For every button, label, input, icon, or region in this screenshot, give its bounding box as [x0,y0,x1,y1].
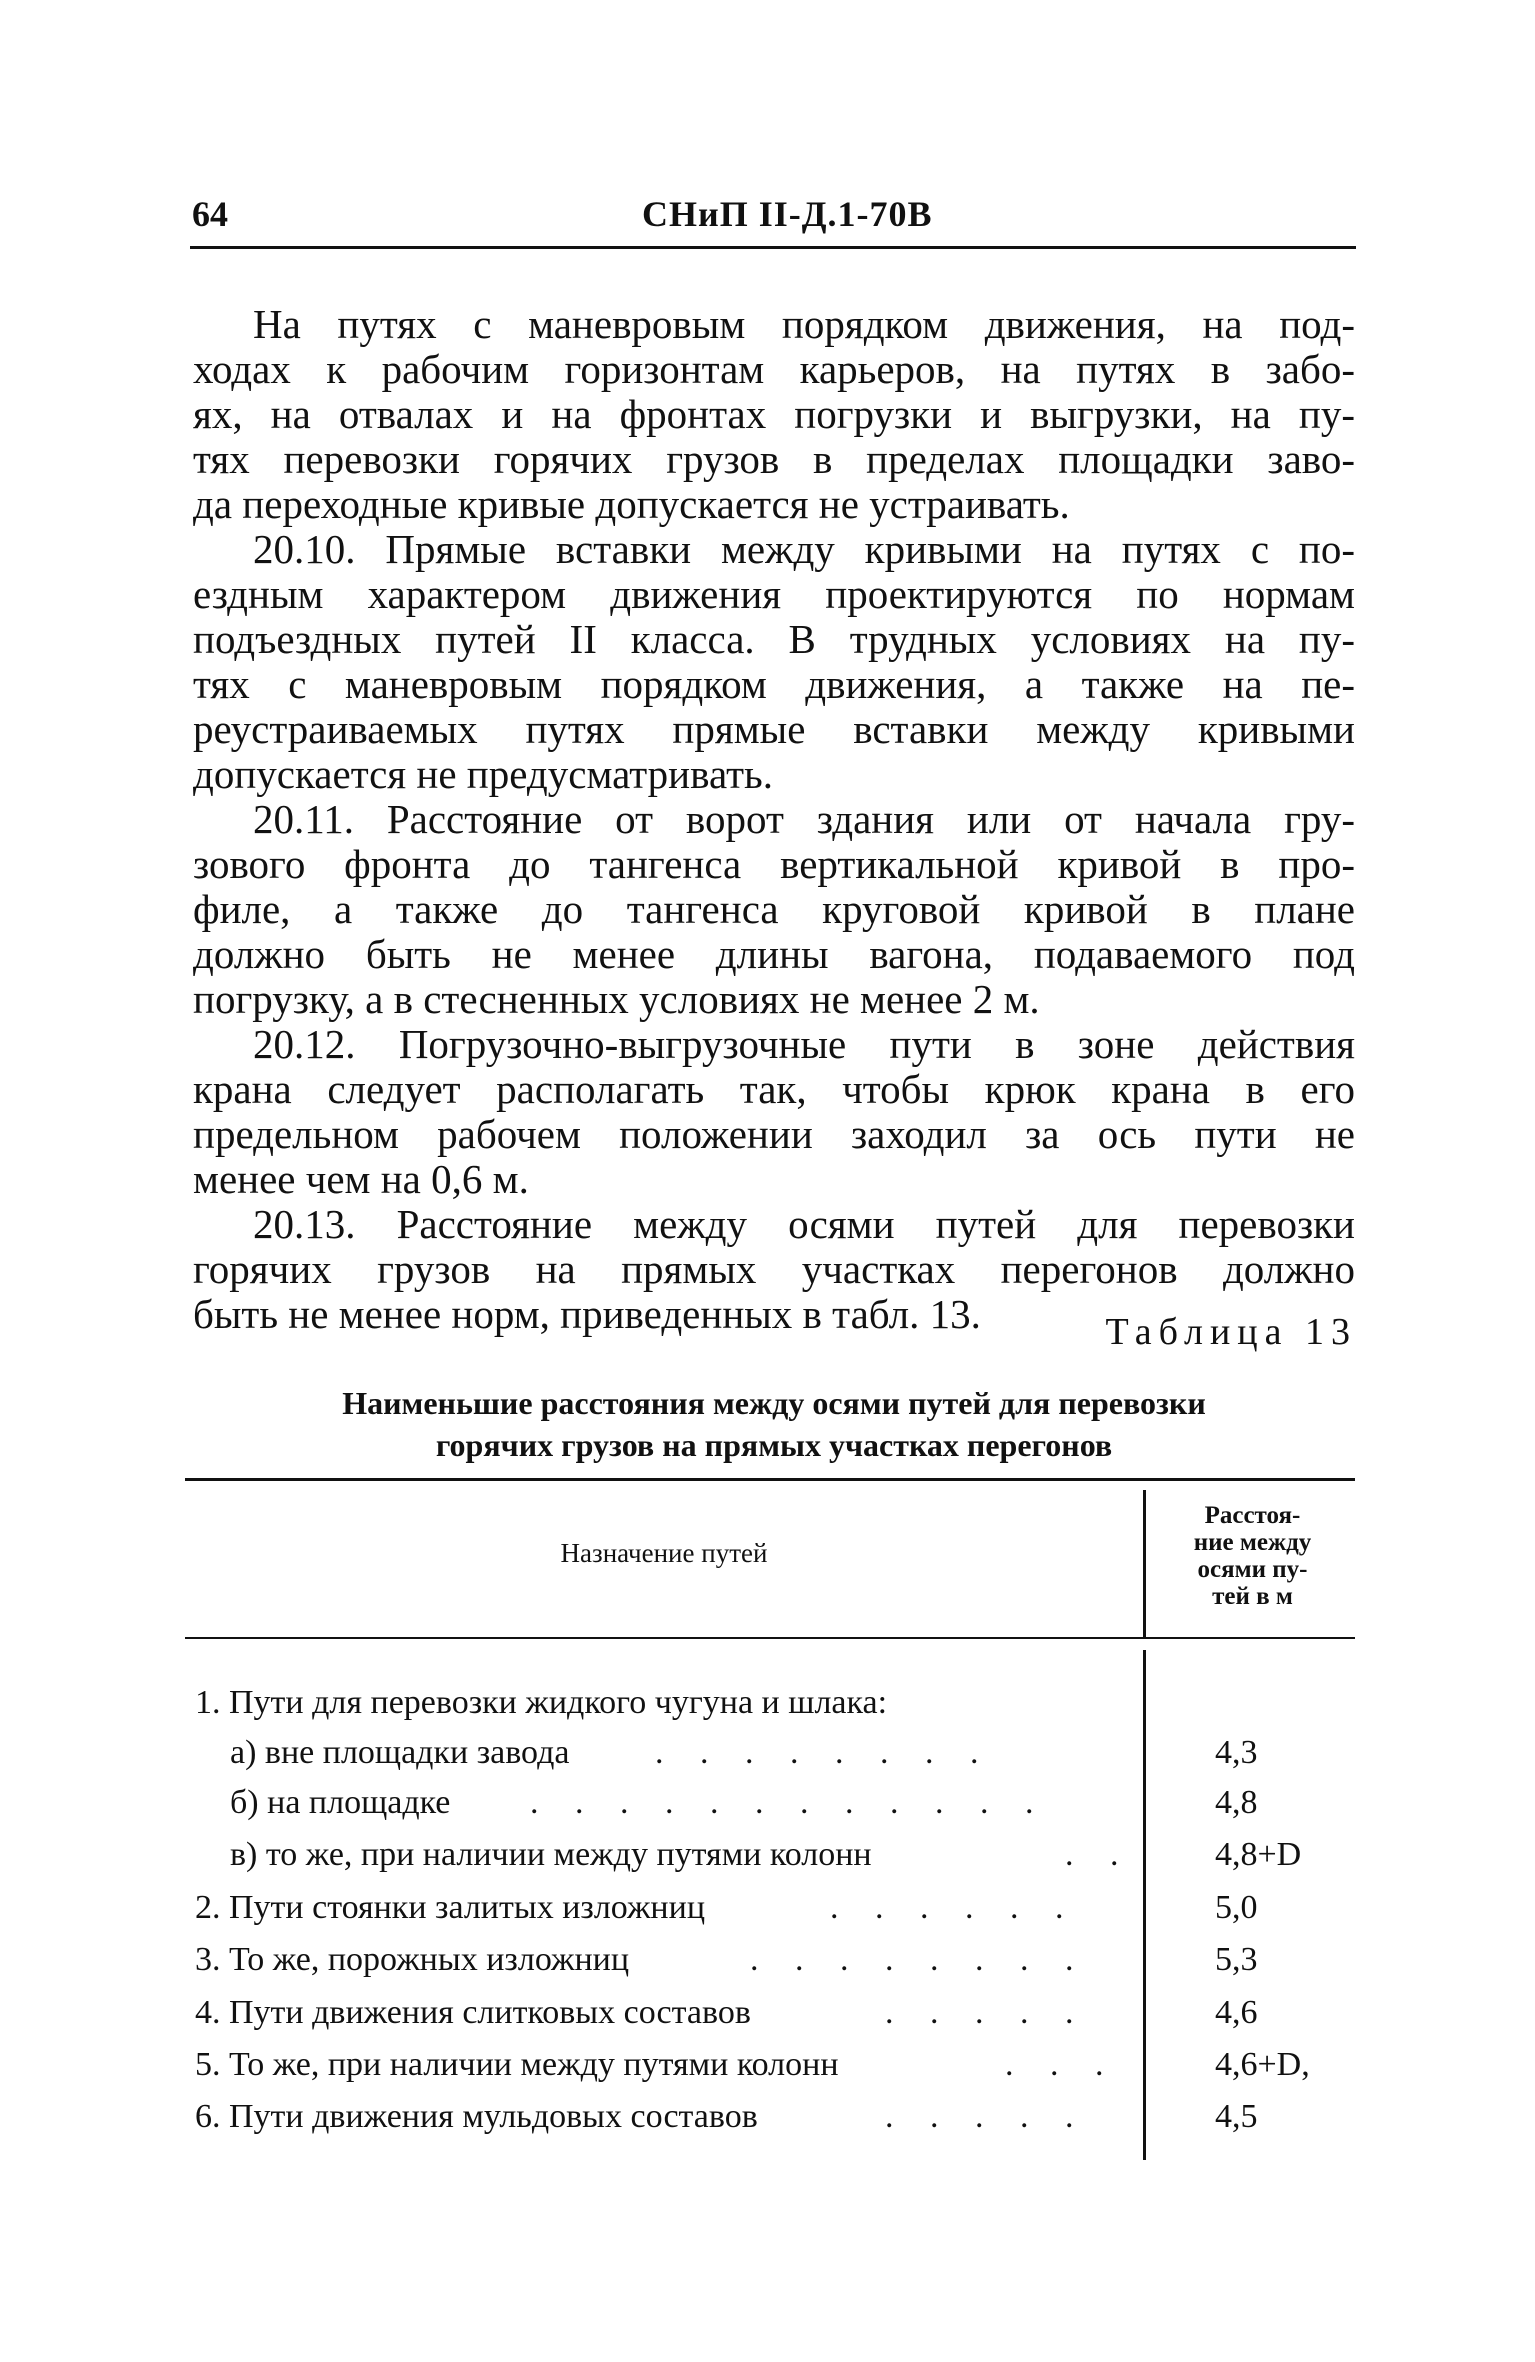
text-line: тях с маневровым порядком движения, а также на пе- [193,661,1355,707]
row-leader-dots: . . . . . . . . [655,1734,993,1771]
row-label: 3. То же, порожных изложниц [195,1941,630,1978]
text-line: быть не менее норм, приведенных в табл. 13. [193,1291,981,1337]
table-row [185,1678,1355,1728]
column-header-purpose: Назначение путей [560,1538,768,1568]
table-title [193,1382,1355,1466]
text-line: 20.10. Прямые вставки между кривыми на путях с по- [253,526,1355,572]
row-value: 4,8+D [1215,1836,1302,1873]
column-header-distance [1150,1502,1355,1610]
text-line: ходах к рабочим горизонтам карьеров, на путях в забо- [193,346,1355,392]
table-row [185,2092,1355,2142]
row-value: 4,3 [1215,1734,1258,1771]
row-label: 4. Пути движения слитковых составов [195,1994,751,2031]
text-line: горячих грузов на прямых участках перегонов должно [193,1246,1355,1292]
text-line: тях перевозки горячих грузов в пределах площадки заво- [193,436,1355,482]
row-leader-dots: . . . [1005,2046,1118,2083]
table-row [185,1830,1355,1880]
row-value: 4,6+D, [1215,2046,1310,2083]
table-title-line: горячих грузов на прямых участках перегонов [435,1427,1113,1463]
text-line: предельном рабочем положении заходил за ось пути не [193,1111,1355,1157]
row-leader-dots: . . . . . . . . [750,1941,1088,1978]
text-line: ездным характером движения проектируются по нормам [193,571,1355,617]
row-leader-dots: . . . . . [885,2098,1088,2135]
text-line: ях, на отвалах и на фронтах погрузки и выгрузки, на пу- [193,391,1355,437]
row-leader-dots: . . . . . [885,1994,1088,2031]
text-line: 20.11. Расстояние от ворот здания или от начала гру- [253,796,1355,842]
row-leader-dots: . . . . . . . . . . . . [530,1784,1048,1821]
row-value: 5,3 [1215,1941,1258,1978]
text-line: менее чем на 0,6 м. [193,1156,529,1202]
column-header-line: ние между [1193,1529,1312,1556]
text-line: должно быть не менее длины вагона, подаваемого под [193,931,1355,977]
table-row [185,1728,1355,1778]
text-line: реустраиваемых путях прямые вставки между кривыми [193,706,1355,752]
table-row [185,2040,1355,2090]
row-value: 4,6 [1215,1994,1258,2031]
row-value: 5,0 [1215,1889,1258,1926]
text-line: погрузку, а в стесненных условиях не менее 2 м. [193,976,1040,1022]
text-line: 20.13. Расстояние между осями путей для перевозки [253,1201,1355,1247]
row-label: в) то же, при наличии между путями колонн [230,1836,872,1873]
page-number: 64 [192,194,228,234]
text-line: зового фронта до тангенса вертикальной кривой в про- [193,841,1355,887]
row-label: а) вне площадки завода [230,1734,570,1771]
text-line: 20.12. Погрузочно-выгрузочные пути в зоне действия [253,1021,1355,1067]
row-leader-dots: . . [1065,1836,1133,1873]
row-label: 6. Пути движения мульдовых составов [195,2098,758,2135]
column-header-line: Расстоя- [1204,1502,1301,1529]
body-text [193,302,1355,1337]
row-label: б) на площадке [230,1784,451,1821]
page-header [192,193,1355,249]
document-code: СНиП II-Д.1-70В [642,194,933,234]
row-label: 1. Пути для перевозки жидкого чугуна и шлака: [195,1684,888,1721]
text-line: допускается не предусматривать. [193,751,773,797]
table-title-line: Наименьшие расстояния между осями путей для перевозки [342,1385,1206,1421]
table-row [185,1883,1355,1933]
text-line: филе, а также до тангенса круговой кривой в плане [193,886,1355,932]
table-row [185,1778,1355,1828]
table-caption: Таблица 13 [1105,1311,1357,1353]
table-row [185,1988,1355,2038]
table-column-divider [1143,1490,1146,1638]
row-leader-dots: . . . . . . [830,1889,1078,1926]
header-rule [190,246,1356,249]
text-line: крана следует располагать так, чтобы крюк крана в его [193,1066,1355,1112]
row-value: 4,5 [1215,2098,1258,2135]
row-label: 5. То же, при наличии между путями колонн [195,2046,839,2083]
row-value: 4,8 [1215,1784,1258,1821]
table-top-rule [185,1478,1355,1481]
text-line: подъездных путей II класса. В трудных условиях на пу- [193,616,1355,662]
row-label: 2. Пути стоянки залитых изложниц [195,1889,706,1926]
table-header-rule [185,1637,1355,1639]
column-header-line: тей в м [1212,1583,1293,1610]
text-line: да переходные кривые допускается не устраивать. [193,481,1070,527]
table-row [185,1935,1355,1985]
column-header-line: осями пу- [1197,1556,1308,1583]
text-line: На путях с маневровым порядком движения, на под- [253,301,1355,347]
